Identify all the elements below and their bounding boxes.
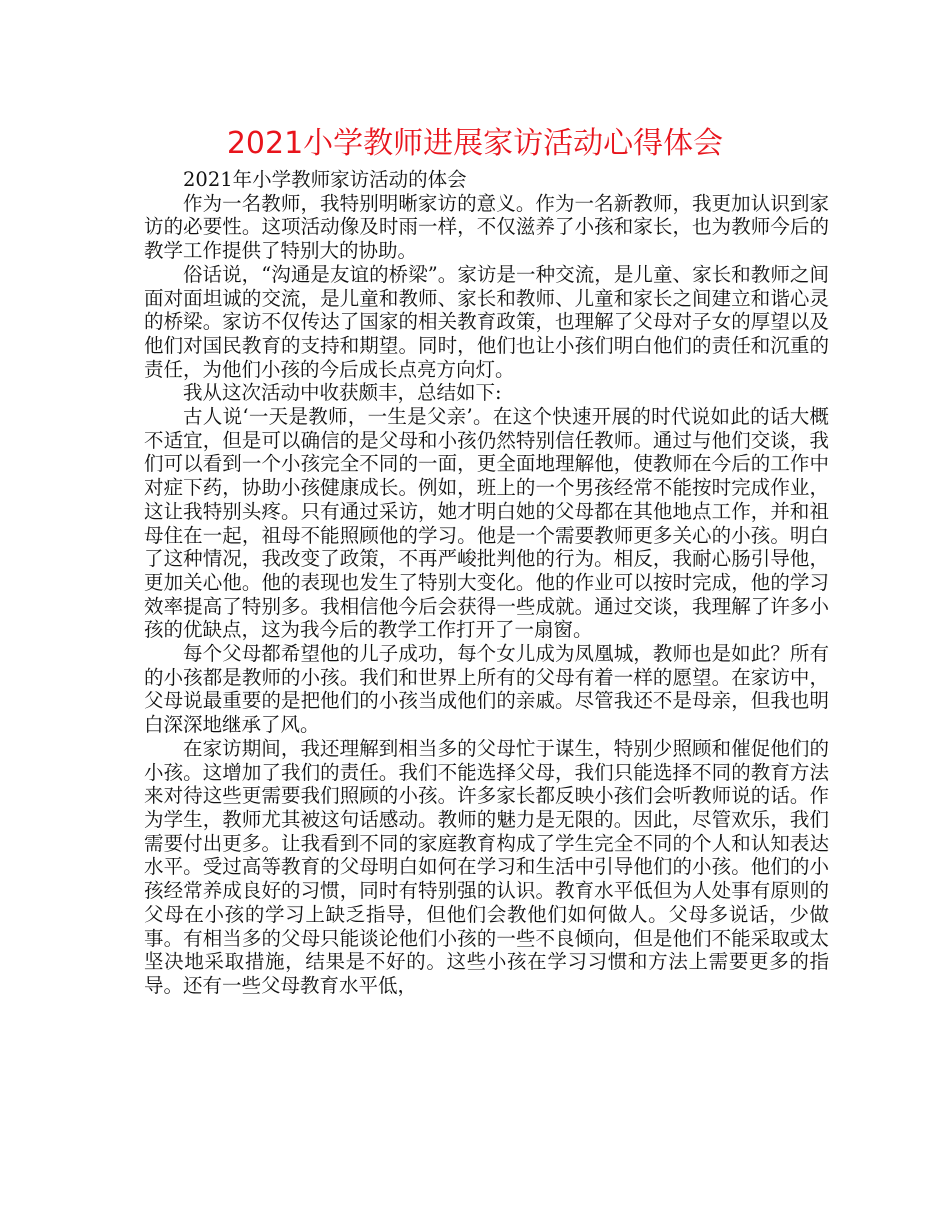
- paragraph: 古人说‘一天是教师，一生是父亲’。在这个快速开展的时代说如此的话大概不适宜，但是可以确信的是父母和小孩仍然特别信任教师。通过与他们交谈，我们可以看到一个小孩完全不同的一面，更全面地理解他，使教师在今后的工作中对症下药，协助小孩健康成长。例如，班上的一个男孩经常不能按时完成作业，这让我特别头疼。只有通过采访，她才明白她的父母都在其他地点工作，并和祖母住在一起，祖母不能照顾他的学习。他是一个需要教师更多关心的小孩。明白了这种情况，我改变了政策，不再严峻批判他的行为。相反，我耐心肠引导他，更加关心他。他的表现也发生了特别大变化。他的作业可以按时完成，他的学习效率提高了特别多。我相信他今后会获得一些成就。通过交谈，我理解了许多小孩的优缺点，这为我今后的教学工作打开了一扇窗。: [144, 405, 829, 642]
- paragraph-subtitle: 2021年小学教师家访活动的体会: [183, 168, 467, 191]
- paragraph: 俗话说，“沟通是友谊的桥梁”。家访是一种交流，是儿童、家长和教师之间面对面坦诚的交流，是儿童和教师、家长和教师、儿童和家长之间建立和谐心灵的桥梁。家访不仅传达了国家的相关教育政策，也理解了父母对子女的厚望以及他们对国民教育的支持和期望。同时，他们也让小孩们明白他们的责任和沉重的责任，为他们小孩的今后成长点亮方向灯。: [144, 262, 829, 381]
- paragraph: 我从这次活动中收获颇丰，总结如下:: [183, 381, 502, 405]
- document-title: 2021小学教师进展家访活动心得体会: [226, 126, 724, 161]
- paragraph: 每个父母都希望他的儿子成功，每个女儿成为凤凰城，教师也是如此？所有的小孩都是教师的小孩。我们和世界上所有的父母有着一样的愿望。在家访中，父母说最重要的是把他们的小孩当成他们的亲戚。尽管我还不是母亲，但我也明白深深地继承了风。: [144, 642, 829, 737]
- paragraph: 作为一名教师，我特别明晰家访的意义。作为一名新教师，我更加认识到家访的必要性。这项活动像及时雨一样，不仅滋养了小孩和家长，也为教师今后的教学工作提供了特别大的协助。: [144, 191, 829, 263]
- document-body: [144, 168, 829, 998]
- paragraph: 在家访期间，我还理解到相当多的父母忙于谋生，特别少照顾和催促他们的小孩。这增加了我们的责任。我们不能选择父母，我们只能选择不同的教育方法来对待这些更需要我们照顾的小孩。许多家长都反映小孩们会听教师说的话。作为学生，教师尤其被这句话感动。教师的魅力是无限的。因此，尽管欢乐，我们需要付出更多。让我看到不同的家庭教育构成了学生完全不同的个人和认知表达水平。受过高等教育的父母明白如何在学习和生活中引导他们的小孩。他们的小孩经常养成良好的习惯，同时有特别强的认识。教育水平低但为人处事有原则的父母在小孩的学习上缺乏指导，但他们会教他们如何做人。父母多说话，少做事。有相当多的父母只能谈论他们小孩的一些不良倾向，但是他们不能采取或太坚决地采取措施，结果是不好的。这些小孩在学习习惯和方法上需要更多的指导。还有一些父母教育水平低，: [144, 736, 829, 997]
